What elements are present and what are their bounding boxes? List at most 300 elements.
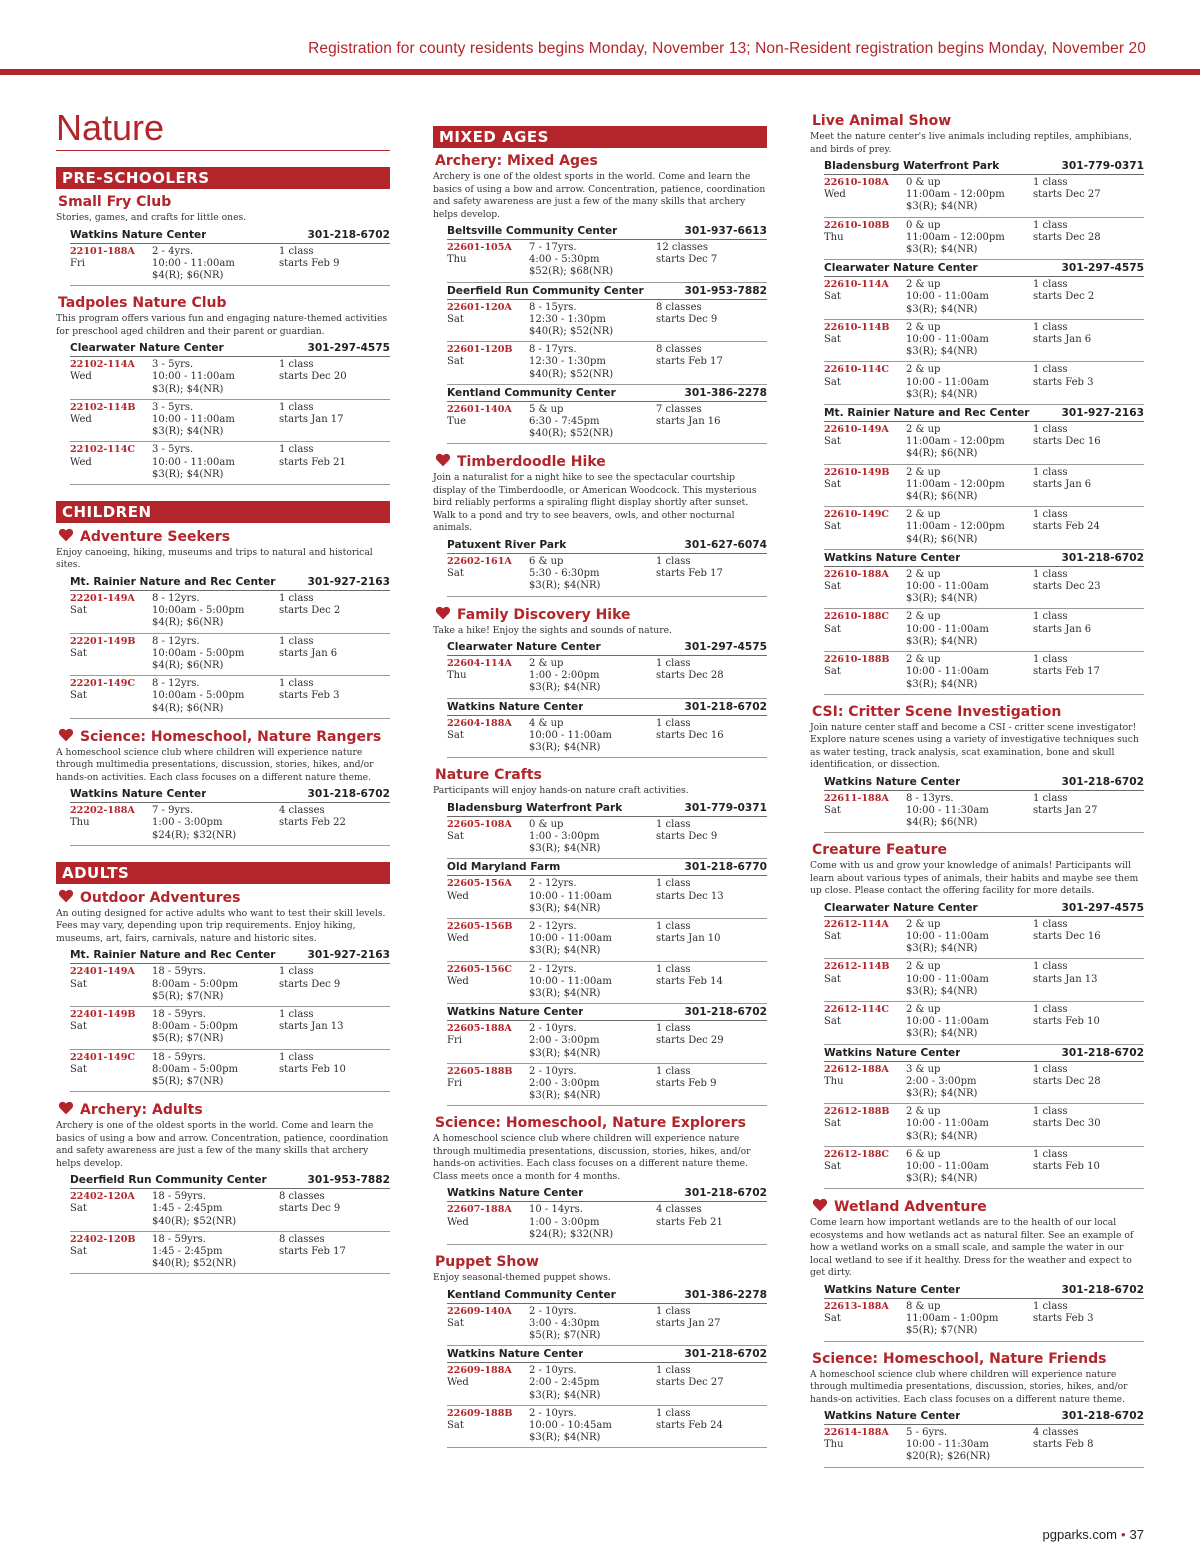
program-block: [433, 1114, 767, 1245]
class-schedule-cell: [1033, 322, 1144, 359]
class-code: 22602-161A: [447, 555, 512, 567]
class-detail-cell: [906, 364, 1033, 401]
heart-icon: [435, 605, 451, 621]
class-age: 2 & up: [906, 424, 941, 436]
class-fee: $3(R); $4(NR): [906, 635, 978, 647]
class-start: starts Dec 16: [1033, 931, 1101, 943]
class-code: 22612-188C: [824, 1148, 890, 1160]
class-start: starts Dec 28: [1033, 231, 1101, 243]
class-day: Thu: [824, 1439, 844, 1451]
program-block: [56, 888, 390, 1092]
class-count: 1 class: [656, 555, 691, 567]
class-row: [70, 803, 390, 846]
program-title-text: Archery: Mixed Ages: [435, 153, 598, 169]
location-name: Watkins Nature Center: [447, 1006, 584, 1019]
class-code-cell: [447, 344, 529, 381]
class-day: Wed: [70, 413, 92, 425]
program-description: Enjoy seasonal-themed puppet shows.: [433, 1272, 611, 1284]
location-name: Mt. Rainier Nature and Rec Center: [70, 949, 276, 962]
class-detail-cell: [906, 611, 1033, 648]
class-detail-cell: [152, 359, 279, 396]
class-count: 1 class: [656, 878, 691, 890]
location-header: [447, 639, 767, 656]
location-header: [447, 223, 767, 240]
class-code: 22601-140A: [447, 403, 512, 415]
class-count: 12 classes: [656, 242, 708, 253]
class-code-cell: [824, 1149, 906, 1186]
class-detail-cell: [152, 402, 279, 439]
class-start: starts Dec 13: [656, 890, 724, 902]
class-detail-cell: [906, 509, 1033, 546]
class-code-cell: [447, 878, 529, 915]
class-schedule-cell: [656, 242, 767, 279]
class-start: starts Feb 10: [1033, 1016, 1100, 1028]
program-description: Participants will enjoy hands-on nature craft activities.: [433, 785, 689, 797]
location-name: Clearwater Nature Center: [70, 342, 224, 355]
class-detail-cell: [152, 1234, 279, 1271]
class-start: starts Feb 9: [279, 257, 340, 269]
class-time: 10:00 - 11:00am: [529, 975, 612, 987]
class-day: Fri: [70, 257, 85, 269]
class-code: 22607-188A: [447, 1204, 512, 1216]
class-fee: $4(R); $6(NR): [152, 617, 224, 629]
class-code-cell: [447, 964, 529, 1001]
class-start: starts Dec 2: [279, 605, 341, 617]
heart-icon: [58, 888, 74, 904]
class-day: Thu: [824, 231, 844, 243]
class-detail-cell: [529, 878, 656, 915]
class-time: 8:00am - 5:00pm: [152, 1063, 238, 1075]
class-count: 1 class: [279, 678, 314, 690]
class-count: 1 class: [1033, 1148, 1068, 1160]
class-time: 10:00 - 11:00am: [906, 581, 989, 593]
class-start: starts Jan 6: [1033, 623, 1092, 635]
class-fee: $3(R); $4(NR): [152, 426, 224, 438]
class-code-cell: [70, 1052, 152, 1089]
class-detail-cell: [529, 242, 656, 279]
program-description: Come with us and grow your knowledge of animals! Participants will learn about various types of animals, their habits and maybe see them up close. Please contact the offering facility for more details.: [810, 860, 1139, 897]
class-code-cell: [824, 220, 906, 257]
class-count: 1 class: [1033, 321, 1068, 333]
program-title: [56, 1100, 390, 1119]
class-fee: $3(R); $4(NR): [152, 468, 224, 480]
location-phone: 301-627-6074: [684, 538, 767, 551]
class-start: starts Jan 10: [656, 933, 721, 945]
location-name: Watkins Nature Center: [824, 1283, 961, 1296]
heart-icon: [812, 1197, 828, 1213]
class-day: Wed: [447, 1377, 469, 1389]
class-time: 1:00 - 3:00pm: [152, 817, 223, 829]
class-age: 3 - 5yrs.: [152, 359, 194, 371]
class-time: 10:00am - 5:00pm: [152, 690, 245, 702]
class-schedule-cell: [279, 246, 390, 283]
location-phone: 301-386-2278: [684, 1288, 767, 1301]
location-header: [447, 537, 767, 554]
class-start: starts Dec 29: [656, 1035, 724, 1047]
class-count: 1 class: [1033, 509, 1068, 521]
class-count: 1 class: [1033, 177, 1068, 188]
location-header: [824, 1282, 1144, 1299]
location-phone: 301-937-6613: [684, 225, 767, 237]
class-detail-cell: [906, 424, 1033, 461]
class-age: 6 & up: [906, 1148, 941, 1160]
class-time: 11:00am - 1:00pm: [906, 1313, 999, 1325]
class-day: Thu: [824, 1075, 844, 1087]
class-row: [824, 791, 1144, 834]
class-code: 22605-156A: [447, 878, 512, 890]
program-description: An outing designed for active adults who want to test their skill levels. Fees may vary, depending upon trip requirements. Enjoy hiking, museums, art, fairs, carnivals, nature and historic sites.: [56, 907, 386, 944]
class-fee: $3(R); $4(NR): [906, 1028, 978, 1040]
location-name: Watkins Nature Center: [824, 1046, 961, 1059]
class-age: 3 & up: [906, 1063, 941, 1075]
location-phone: 301-386-2278: [684, 386, 767, 399]
class-age: 2 & up: [906, 654, 941, 666]
class-row: [447, 402, 767, 445]
class-count: 1 class: [656, 1023, 691, 1035]
program-title-text: Timberdoodle Hike: [457, 454, 606, 471]
class-time: 10:00 - 11:00am: [906, 623, 989, 635]
class-start: starts Jan 27: [656, 1317, 721, 1329]
class-count: 1 class: [656, 1305, 691, 1317]
class-row: [824, 218, 1144, 261]
class-schedule-cell: [279, 444, 390, 481]
location-name: Mt. Rainier Nature and Rec Center: [70, 575, 276, 588]
class-fee: $3(R); $4(NR): [529, 945, 601, 957]
class-code: 22605-188B: [447, 1065, 513, 1077]
class-time: 11:00am - 12:00pm: [906, 521, 1005, 533]
class-code-cell: [824, 793, 906, 830]
class-start: starts Jan 16: [656, 416, 721, 428]
program-description: Meet the nature center's live animals including reptiles, amphibians, and birds of prey.: [810, 131, 1132, 155]
location-phone: 301-218-6702: [684, 1348, 767, 1361]
class-schedule-cell: [1033, 509, 1144, 546]
class-code-cell: [70, 402, 152, 439]
class-count: 1 class: [279, 359, 314, 371]
class-schedule-cell: [1033, 364, 1144, 401]
class-schedule-cell: [656, 556, 767, 593]
class-fee: $3(R); $4(NR): [906, 388, 978, 400]
class-start: starts Jan 6: [279, 647, 338, 659]
class-time: 11:00am - 12:00pm: [906, 189, 1005, 201]
class-code-cell: [447, 1306, 529, 1343]
class-fee: $24(R); $32(NR): [529, 1228, 614, 1240]
class-fee: $4(R); $6(NR): [152, 269, 224, 281]
location-name: Bladensburg Waterfront Park: [447, 801, 623, 814]
class-fee: $52(R); $68(NR): [529, 266, 614, 278]
class-code-cell: [70, 593, 152, 630]
program-description: Join a naturalist for a night hike to see the spectacular courtship display of the Timberdoodle, or American Woodcock. This mysterious bird reliably performs a spiraling flight display shortly after sunset. Walk to a pond and try to see beavers, owls, and other nocturnal animals.: [433, 472, 757, 534]
heart-icon: [58, 727, 74, 743]
location-name: Deerfield Run Community Center: [70, 1174, 267, 1187]
class-code: 22609-188A: [447, 1365, 512, 1377]
class-fee: $40(R); $52(NR): [529, 368, 614, 380]
program-title-text: Family Discovery Hike: [457, 606, 631, 623]
class-count: 1 class: [279, 401, 314, 413]
class-code: 22610-114A: [824, 279, 889, 291]
class-fee: $4(R); $6(NR): [906, 533, 978, 545]
class-row: [824, 1002, 1144, 1045]
header-rule: [0, 69, 1200, 75]
class-day: Sat: [70, 1063, 87, 1075]
location-header: [447, 1185, 767, 1202]
location-name: Mt. Rainier Nature and Rec Center: [824, 407, 1030, 420]
class-fee: $3(R); $4(NR): [906, 678, 978, 690]
class-day: Wed: [447, 890, 469, 902]
class-detail-cell: [529, 819, 656, 856]
class-code-cell: [824, 961, 906, 998]
program-block: [56, 193, 390, 286]
program-title: [433, 766, 767, 784]
location-phone: 301-218-6702: [1061, 551, 1144, 564]
class-schedule-cell: [1033, 569, 1144, 606]
class-start: starts Dec 7: [656, 254, 718, 266]
class-schedule-cell: [656, 718, 767, 755]
class-day: Thu: [447, 254, 467, 266]
class-day: Wed: [447, 1216, 469, 1228]
program-block: [433, 452, 767, 596]
class-detail-cell: [529, 1408, 656, 1445]
class-time: 10:00 - 11:00am: [906, 973, 989, 985]
class-count: 1 class: [279, 444, 314, 456]
class-day: Sat: [824, 521, 841, 533]
class-schedule-cell: [1033, 793, 1144, 830]
class-schedule-cell: [1033, 279, 1144, 316]
class-code: 22612-114B: [824, 961, 890, 973]
class-start: starts Jan 6: [1033, 478, 1092, 490]
location-name: Beltsville Community Center: [447, 225, 618, 237]
class-day: Wed: [447, 975, 469, 987]
program-title-text: Science: Homeschool, Nature Rangers: [80, 728, 382, 745]
class-count: 8 classes: [279, 1191, 325, 1203]
class-row: [824, 362, 1144, 405]
class-code-cell: [70, 246, 152, 283]
class-age: 6 & up: [529, 555, 564, 567]
class-code: 22102-114B: [70, 401, 136, 413]
class-day: Wed: [70, 456, 92, 468]
class-detail-cell: [152, 805, 279, 842]
class-age: 2 - 10yrs.: [529, 1023, 577, 1035]
location-phone: 301-218-6702: [1061, 1410, 1144, 1423]
section-band: MIXED AGES: [433, 126, 767, 148]
class-start: starts Feb 3: [279, 690, 340, 702]
program-title: [433, 152, 767, 170]
program-title: [56, 193, 390, 211]
class-start: starts Feb 3: [1033, 1313, 1094, 1325]
location-phone: 301-218-6770: [684, 861, 767, 874]
program-title: [56, 527, 390, 546]
class-code-cell: [70, 1191, 152, 1228]
class-day: Sat: [824, 623, 841, 635]
program-description: Archery is one of the oldest sports in the world. Come and learn the basics of using a bow and arrow. Concentration, patience, coordination and safety awareness are just a few of the many skills that archery helps develop.: [433, 171, 766, 220]
program-block: [810, 703, 1144, 834]
class-row: [70, 1007, 390, 1050]
location-header: [824, 900, 1144, 917]
location-header: [70, 340, 390, 357]
class-day: Sat: [824, 973, 841, 985]
class-fee: $5(R); $7(NR): [529, 1329, 601, 1341]
class-age: 2 - 4yrs.: [152, 245, 194, 257]
class-count: 7 classes: [656, 403, 702, 415]
class-schedule-cell: [656, 921, 767, 958]
class-time: 1:45 - 2:45pm: [152, 1246, 223, 1258]
location-name: Watkins Nature Center: [824, 551, 961, 564]
location-phone: 301-297-4575: [684, 641, 767, 654]
class-detail-cell: [152, 678, 279, 715]
class-code-cell: [447, 1023, 529, 1060]
class-schedule-cell: [656, 302, 767, 339]
program-description: A homeschool science club where children will experience nature through multimedia presentations, discussion, stories, hikes, and/or hands-on activities. Each class focuses on a different nature theme. Class meets once a month for 4 months.: [433, 1133, 751, 1182]
location-phone: 301-953-7882: [307, 1174, 390, 1187]
class-age: 8 - 15yrs.: [529, 301, 577, 313]
class-row: [70, 676, 390, 719]
program-description: This program offers various fun and engaging nature-themed activities for preschool aged children and their parent or guardian.: [56, 313, 388, 337]
location-phone: 301-927-2163: [307, 575, 390, 588]
class-row: [447, 876, 767, 919]
program-title: [433, 1114, 767, 1132]
class-time: 3:00 - 4:30pm: [529, 1317, 600, 1329]
class-count: 4 classes: [1033, 1427, 1079, 1439]
location-header: [447, 1004, 767, 1021]
class-detail-cell: [529, 1204, 656, 1241]
class-count: 8 classes: [279, 1233, 325, 1245]
location-header: [824, 774, 1144, 791]
class-fee: $4(R); $6(NR): [152, 659, 224, 671]
location-header: [447, 1287, 767, 1304]
class-time: 10:00 - 11:00am: [906, 666, 989, 678]
class-schedule-cell: [656, 878, 767, 915]
class-day: Wed: [824, 189, 846, 201]
program-title-text: CSI: Critter Scene Investigation: [812, 703, 1062, 720]
class-detail-cell: [529, 302, 656, 339]
class-detail-cell: [906, 322, 1033, 359]
class-start: starts Feb 17: [656, 356, 723, 368]
class-fee: $3(R); $4(NR): [906, 1088, 978, 1100]
class-fee: $3(R); $4(NR): [529, 1090, 601, 1102]
class-start: starts Dec 9: [656, 313, 718, 325]
class-detail-cell: [906, 467, 1033, 504]
class-age: 2 & up: [906, 918, 941, 930]
class-day: Sat: [70, 605, 87, 617]
class-start: starts Dec 27: [1033, 189, 1101, 201]
program-description: Enjoy canoeing, hiking, museums and trips to natural and historical sites.: [56, 546, 373, 571]
location-phone: 301-218-6702: [1061, 775, 1144, 788]
class-detail-cell: [529, 921, 656, 958]
location-header: [70, 1172, 390, 1189]
class-fee: $3(R); $4(NR): [906, 1173, 978, 1185]
location-phone: 301-779-0371: [1061, 160, 1144, 172]
class-row: [447, 656, 767, 699]
program-title: [810, 112, 1144, 130]
class-code: 22605-156C: [447, 963, 513, 975]
location-name: Old Maryland Farm: [447, 861, 561, 874]
class-count: 1 class: [656, 963, 691, 975]
class-row: [824, 1425, 1144, 1468]
class-age: 2 & up: [906, 568, 941, 580]
class-schedule-cell: [1033, 467, 1144, 504]
class-start: starts Dec 2: [1033, 291, 1095, 303]
class-schedule-cell: [279, 678, 390, 715]
class-fee: $3(R); $4(NR): [152, 383, 224, 395]
class-age: 2 & up: [906, 1106, 941, 1118]
class-age: 3 - 5yrs.: [152, 444, 194, 456]
class-schedule-cell: [279, 636, 390, 673]
class-detail-cell: [906, 1301, 1033, 1338]
class-row: [824, 917, 1144, 960]
class-code: 22609-140A: [447, 1305, 512, 1317]
class-start: starts Jan 13: [279, 1021, 344, 1033]
class-age: 0 & up: [906, 219, 941, 231]
class-day: Sat: [447, 830, 464, 842]
class-count: 1 class: [1033, 424, 1068, 436]
class-start: starts Feb 17: [279, 1246, 346, 1258]
class-time: 11:00am - 12:00pm: [906, 478, 1005, 490]
class-code: 22610-108B: [824, 219, 890, 231]
location-phone: 301-927-2163: [1061, 407, 1144, 420]
location-header: [447, 1346, 767, 1363]
class-count: 1 class: [1033, 466, 1068, 478]
location-phone: 301-218-6702: [684, 1187, 767, 1200]
class-row: [447, 962, 767, 1005]
class-row: [447, 919, 767, 962]
class-code-cell: [824, 654, 906, 691]
program-block: [433, 152, 767, 444]
class-start: starts Dec 9: [656, 830, 718, 842]
class-day: Wed: [70, 371, 92, 383]
class-code-cell: [447, 1365, 529, 1402]
class-code-cell: [70, 678, 152, 715]
class-day: Sat: [70, 1203, 87, 1215]
program-description: A homeschool science club where children will experience nature through multimedia presentations, discussion, stories, hikes, and/or hands-on activities. Each class focuses on a different nature theme.: [810, 1368, 1128, 1405]
page-footer: [1043, 1527, 1144, 1542]
class-fee: $4(R); $6(NR): [906, 491, 978, 503]
class-time: 8:00am - 5:00pm: [152, 1021, 238, 1033]
class-row: [70, 1050, 390, 1093]
class-row: [447, 817, 767, 860]
class-fee: $20(R); $26(NR): [906, 1451, 991, 1463]
location-header: [824, 1045, 1144, 1062]
class-code: 22201-149A: [70, 592, 135, 604]
section-band: ADULTS: [56, 862, 390, 884]
class-schedule-cell: [1033, 424, 1144, 461]
class-code-cell: [447, 302, 529, 339]
class-age: 10 - 14yrs.: [529, 1204, 583, 1216]
location-name: Watkins Nature Center: [824, 1410, 961, 1423]
class-age: 18 - 59yrs.: [152, 1191, 206, 1203]
class-time: 2:00 - 3:00pm: [529, 1035, 600, 1047]
class-start: starts Jan 13: [1033, 973, 1098, 985]
class-start: starts Feb 21: [279, 456, 346, 468]
location-phone: 301-927-2163: [307, 949, 390, 962]
class-count: 8 classes: [656, 301, 702, 313]
class-count: 1 class: [656, 658, 691, 670]
class-day: Sat: [447, 356, 464, 368]
class-fee: $3(R); $4(NR): [529, 742, 601, 754]
class-age: 8 - 13yrs.: [906, 792, 954, 804]
class-count: 1 class: [656, 920, 691, 932]
program-title-text: Creature Feature: [812, 842, 948, 859]
program-title: [56, 727, 390, 746]
class-day: Sat: [824, 804, 841, 816]
class-schedule-cell: [279, 1191, 390, 1228]
class-fee: $3(R); $4(NR): [529, 682, 601, 694]
class-detail-cell: [529, 658, 656, 695]
section-band: PRE-SCHOOLERS: [56, 167, 390, 189]
class-fee: $3(R); $4(NR): [906, 244, 978, 256]
class-code: 22613-188A: [824, 1300, 889, 1312]
location-name: Clearwater Nature Center: [824, 901, 978, 914]
class-day: Sat: [824, 334, 841, 346]
class-day: Sat: [824, 436, 841, 448]
